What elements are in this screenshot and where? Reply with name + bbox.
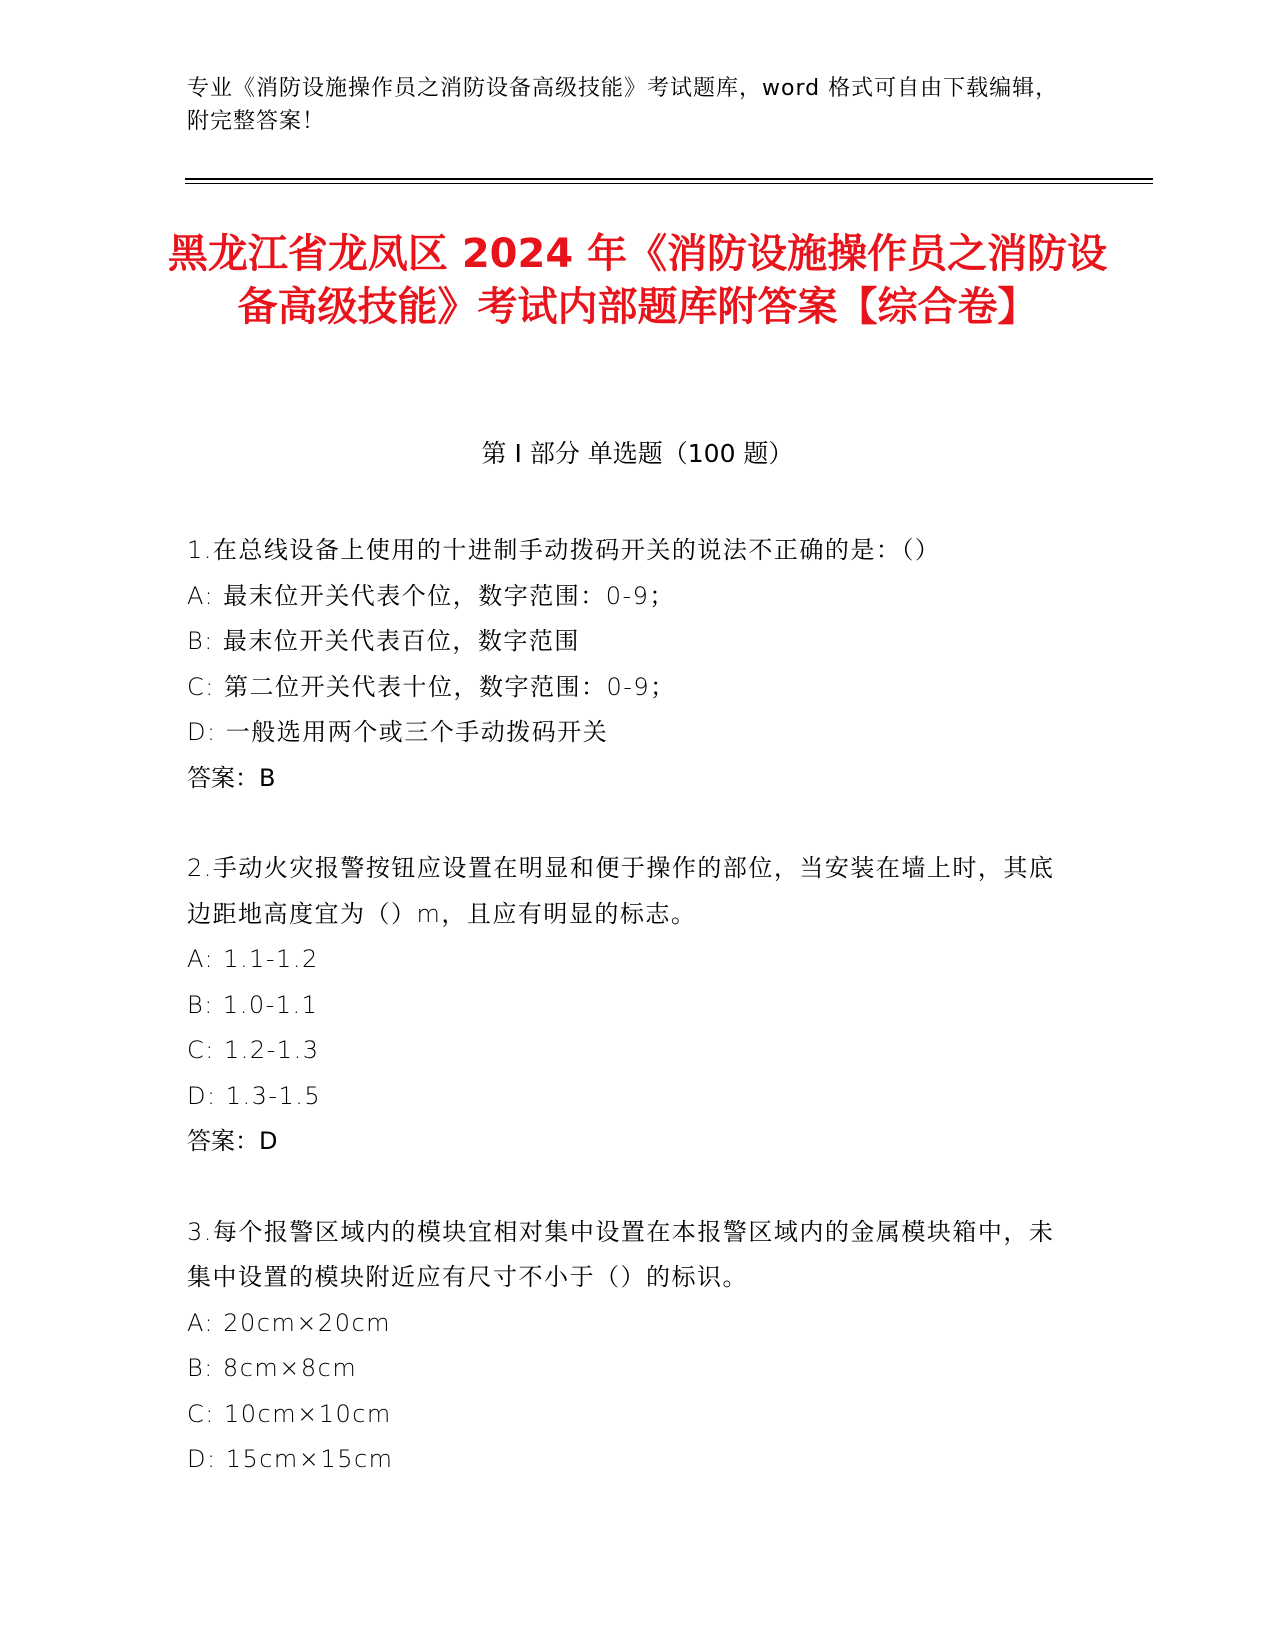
document-title: 黑龙江省龙凤区 2024 年《消防设施操作员之消防设备高级技能》考试内部题库附答案【综合卷】	[167, 231, 1108, 330]
header-divider-thick	[185, 178, 1153, 180]
section-heading: 第 I 部分 单选题（100 题）	[481, 439, 794, 468]
question-1	[187, 528, 1067, 801]
question-stem: 3.每个报警区域内的模块宜相对集中设置在本报警区域内的金属模块箱中，未集中设置的模块附近应有尺寸不小于（）的标识。	[187, 1217, 1055, 1291]
option-d: D: 1.3-1.5	[187, 1081, 322, 1110]
question-list	[187, 528, 1067, 1483]
question-stem: 1.在总线设备上使用的十进制手动拨码开关的说法不正确的是：（）	[187, 536, 941, 564]
answer: 答案：D	[187, 1127, 278, 1155]
option-a: A: 1.1-1.2	[187, 945, 319, 973]
option-a: A: 最末位开关代表个位，数字范围：0-9；	[187, 581, 675, 610]
option-d: D: 一般选用两个或三个手动拨码开关	[187, 718, 609, 746]
option-c: C: 第二位开关代表十位，数字范围：0-9；	[187, 672, 676, 701]
option-b: B: 1.0-1.1	[187, 990, 319, 1019]
question-2	[187, 846, 1067, 1165]
header-divider-thin	[185, 183, 1153, 184]
question-3	[187, 1210, 1067, 1483]
option-d: D: 15cm×15cm	[187, 1445, 394, 1473]
header-note: 专业《消防设施操作员之消防设备高级技能》考试题库，word 格式可自由下载编辑，附完整答案！	[187, 76, 1059, 134]
option-b: B: 8cm×8cm	[187, 1354, 358, 1382]
option-c: C: 10cm×10cm	[187, 1399, 392, 1428]
option-b: B: 最末位开关代表百位，数字范围	[187, 627, 580, 655]
option-a: A: 20cm×20cm	[187, 1308, 392, 1337]
answer: 答案：B	[187, 763, 276, 792]
option-c: C: 1.2-1.3	[187, 1036, 320, 1064]
question-stem: 2.手动火灾报警按钮应设置在明显和便于操作的部位，当安装在墙上时，其底边距地高度宜为（）m，且应有明显的标志。	[187, 854, 1055, 928]
